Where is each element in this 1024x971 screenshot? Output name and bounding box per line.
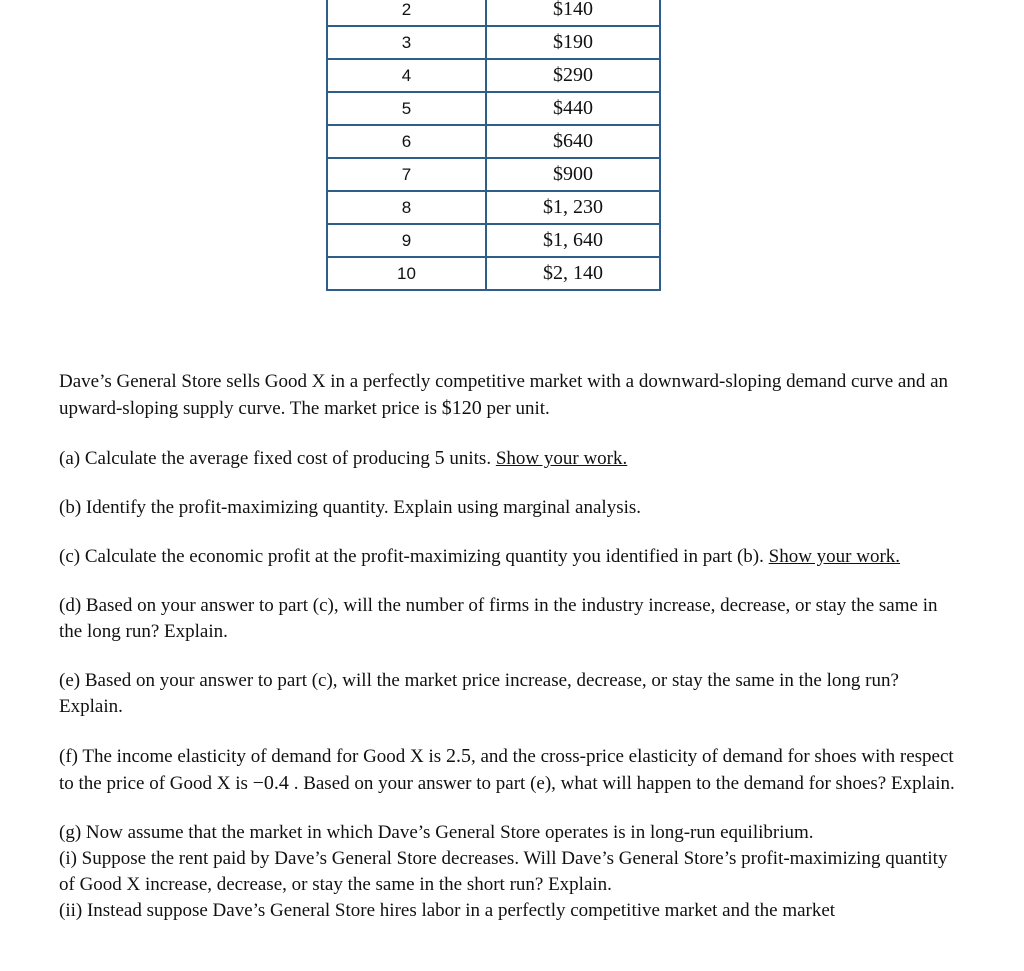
part-c-show-work: Show your work. <box>768 546 901 567</box>
part-f-text-mid: , and the cross-price elasticity of demand for shoes with respect to the price of Good X is <box>59 746 954 794</box>
table-row <box>327 125 660 158</box>
part-a-text: (a) Calculate the average fixed cost of producing <box>59 448 435 469</box>
part-a-show-work: Show your work. <box>495 448 628 469</box>
part-a-units: 5 <box>434 447 445 469</box>
table-row <box>327 59 660 92</box>
cross-price-elasticity-value: −0.4 <box>252 772 289 794</box>
table-row <box>327 224 660 257</box>
part-e: (e) Based on your answer to part (c), will the market price increase, decrease, or stay the same in the long run? Explain. <box>59 670 899 717</box>
quantity-cell: 5 <box>327 92 486 125</box>
quantity-cell: 7 <box>327 158 486 191</box>
part-d: (d) Based on your answer to part (c), will the number of firms in the industry increase, decrease, or stay the same in the long run? Explain. <box>59 595 938 642</box>
part-b: (b) Identify the profit-maximizing quantity. Explain using marginal analysis. <box>59 497 642 518</box>
part-a <box>59 445 959 472</box>
market-price: $120 <box>441 397 482 419</box>
table-row <box>327 26 660 59</box>
total-cost-cell: $140 <box>486 0 660 26</box>
intro-text: Dave’s General Store sells Good X in a perfectly competitive market with a downward-sloping demand curve and an upward-sloping supply curve. The market price is <box>59 371 949 419</box>
total-cost-cell: $1, 230 <box>486 191 660 224</box>
quantity-cell: 8 <box>327 191 486 224</box>
table-row <box>327 257 660 290</box>
total-cost-cell: $440 <box>486 92 660 125</box>
intro-text-end: per unit. <box>481 398 550 419</box>
total-cost-cell: $2, 140 <box>486 257 660 290</box>
total-cost-cell: $900 <box>486 158 660 191</box>
table-row <box>327 0 660 26</box>
part-f-text-end: . Based on your answer to part (e), what will happen to the demand for shoes? Explain. <box>288 773 955 794</box>
quantity-cell: 6 <box>327 125 486 158</box>
income-elasticity-value: 2.5 <box>445 745 471 767</box>
quantity-cell: 10 <box>327 257 486 290</box>
part-c <box>59 544 959 570</box>
total-cost-cell: $290 <box>486 59 660 92</box>
quantity-cell: 4 <box>327 59 486 92</box>
part-f-text: (f) The income elasticity of demand for Good X is <box>59 746 446 767</box>
table-row <box>327 191 660 224</box>
part-g-sub-i: (i) Suppose the rent paid by Dave’s General Store decreases. Will Dave’s General Store’s profit-maximizing quantity of Good X increase, decrease, or stay the same in the short run? Explain. <box>59 848 948 895</box>
part-a-text-end: units. <box>444 448 496 469</box>
part-g-sub-ii: (ii) Instead suppose Dave’s General Store hires labor in a perfectly competitive market and the market <box>59 900 836 921</box>
quantity-cell: 9 <box>327 224 486 257</box>
part-g-intro: (g) Now assume that the market in which Dave’s General Store operates is in long-run equilibrium. <box>59 822 814 843</box>
total-cost-cell: $1, 640 <box>486 224 660 257</box>
quantity-cell: 2 <box>327 0 486 26</box>
total-cost-cell: $640 <box>486 125 660 158</box>
quantity-cell: 3 <box>327 26 486 59</box>
intro-paragraph <box>59 369 959 422</box>
table-row <box>327 158 660 191</box>
part-c-text: (c) Calculate the economic profit at the profit-maximizing quantity you identified in part (b). <box>59 546 769 567</box>
cost-table <box>326 0 661 291</box>
part-f <box>59 743 959 797</box>
question-passage <box>59 369 959 924</box>
table-row <box>327 92 660 125</box>
total-cost-cell: $190 <box>486 26 660 59</box>
